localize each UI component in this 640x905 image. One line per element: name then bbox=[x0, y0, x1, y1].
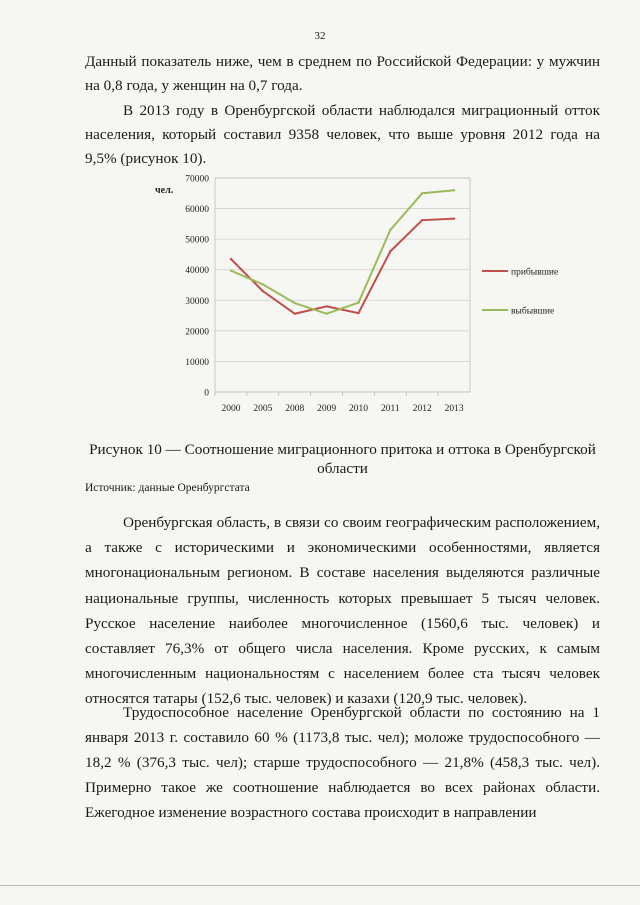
data-point bbox=[357, 312, 359, 314]
x-tick-label: 2000 bbox=[221, 404, 241, 414]
legend-label: выбывшие bbox=[511, 306, 555, 317]
x-tick-label: 2010 bbox=[348, 404, 368, 414]
data-point bbox=[293, 313, 295, 315]
data-point bbox=[230, 269, 232, 271]
y-tick-label: 70000 bbox=[185, 174, 209, 185]
data-point bbox=[389, 229, 391, 231]
data-point bbox=[293, 302, 295, 304]
paragraph-nationalities: Оренбургская область, в связи со своим географическим расположением, а также с историческими и экономическими особенностями, является многонациональным регионом. В составе населения выделяются различные национальные группы, численность которых превышает 5 тысяч человек. Русское население наиболее многочисленное (1560,6 тыс. человек) и составляет 76,3% от общего числа населения. Кроме русских, к самым многочисленным национальностям с населением более ста тысяч человек относятся татары (152,6 тыс. человек) и казахи (120,9 тыс. человек). bbox=[85, 514, 600, 708]
x-tick-label: 2005 bbox=[253, 404, 273, 414]
y-tick-label: 30000 bbox=[185, 296, 209, 307]
data-point bbox=[421, 192, 423, 194]
paragraph-life-expectancy: Данный показатель ниже, чем в среднем по Российской Федерации: у мужчин на 0,8 года, у женщин на 0,7 года. bbox=[85, 53, 600, 94]
plot-area bbox=[215, 178, 470, 392]
data-point bbox=[389, 250, 391, 252]
page-number: 32 bbox=[314, 30, 326, 42]
y-tick-label: 10000 bbox=[185, 357, 209, 368]
y-tick-label: 0 bbox=[204, 388, 209, 399]
migration-chart-svg bbox=[140, 170, 580, 420]
y-axis-label: чел. bbox=[155, 185, 174, 196]
data-point bbox=[262, 283, 264, 285]
data-point bbox=[230, 258, 232, 260]
paragraph-working-age: Трудоспособное население Оренбургской области по состоянию на 1 января 2013 г. составило 60 % (1173,8 тыс. чел); моложе трудоспособного — 18,2 % (376,3 тыс. чел); старше трудоспособного — 21,8% (458,3 тыс. чел). Примерно такое же соотношение наблюдается во всех районах области. Ежегодное изменение возрастного состава происходит в направлении bbox=[85, 704, 600, 821]
x-tick-label: 2008 bbox=[285, 404, 305, 414]
data-point bbox=[421, 219, 423, 221]
data-point bbox=[357, 302, 359, 304]
page-bottom-edge bbox=[0, 885, 640, 886]
data-point bbox=[453, 189, 455, 191]
legend-label: прибывшие bbox=[511, 267, 559, 278]
data-point bbox=[262, 290, 264, 292]
data-point bbox=[453, 217, 455, 219]
y-tick-label: 20000 bbox=[185, 327, 209, 338]
series-line-arrived bbox=[231, 219, 454, 314]
data-point bbox=[325, 313, 327, 315]
x-tick-label: 2009 bbox=[317, 404, 337, 414]
y-tick-label: 40000 bbox=[185, 266, 209, 277]
y-tick-label: 60000 bbox=[185, 205, 209, 216]
x-tick-label: 2013 bbox=[444, 404, 464, 414]
data-point bbox=[325, 305, 327, 307]
x-tick-label: 2011 bbox=[380, 404, 400, 414]
migration-chart bbox=[140, 170, 580, 420]
x-tick-label: 2012 bbox=[412, 404, 432, 414]
figure-source: Источник: данные Оренбургстата bbox=[85, 482, 250, 494]
figure-caption: Рисунок 10 — Соотношение миграционного притока и оттока в Оренбургской области bbox=[89, 441, 596, 477]
y-tick-label: 50000 bbox=[185, 235, 209, 246]
paragraph-migration: В 2013 году в Оренбургской области наблюдался миграционный отток населения, который составил 9358 человек, что выше уровня 2012 года на 9,5% (рисунок 10). bbox=[85, 102, 600, 167]
